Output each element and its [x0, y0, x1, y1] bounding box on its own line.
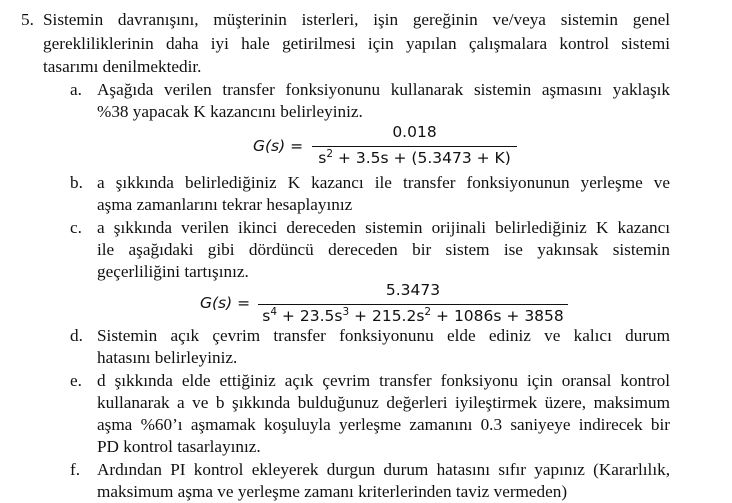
item-e-letter: e. [70, 371, 82, 390]
item-f-letter: f. [70, 460, 81, 479]
item-c-line-3: geçerliliğini tartışınız. [97, 262, 249, 281]
item-c-letter: c. [70, 218, 82, 237]
equation-a-denominator: $s^2 + 3.5s + (5.3473 + K)$ [318, 148, 511, 167]
item-c-line-2: ile aşağıdaki gibi dördüncü dereceden bir sistem ise yakınsak sistemin [97, 240, 670, 259]
item-d-letter: d. [70, 326, 83, 345]
equation-c-fraction [258, 280, 568, 328]
item-b-line-1: a şıkkında belirlediğiniz K kazancı ile transfer fonksiyonunun yerleşme ve [97, 173, 670, 192]
item-a-line-2: %38 yapacak K kazancını belirleyiniz. [97, 102, 363, 121]
item-b-line-2: aşma zamanlarını tekrar hesaplayınız [97, 195, 353, 214]
equation-a-lhs: G(s) = [253, 137, 304, 155]
equation-c-numerator: 5.3473 [385, 281, 441, 299]
equation-a-fraction [312, 122, 517, 170]
item-d-line-2: hatasını belirleyiniz. [97, 348, 238, 367]
item-e-line-1: d şıkkında elde ettiğiniz açık çevrim transfer fonksiyonu için oransal kontrol [97, 371, 670, 390]
intro-line-3: tasarımı denilmektedir. [43, 57, 202, 76]
item-a-letter: a. [70, 80, 82, 99]
equation-c-denominator: $s^4 + 23.5s^3 + 215.2s^2 + 1086s + 3858$ [262, 306, 564, 325]
intro-line-2: gerekliliklerinin daha iyi hale getirilmesi için yapılan çalışmalara kontrol sistemi [43, 34, 670, 53]
item-f-line-2: maksimum aşma ve yerleşme zamanı kriterlerinden taviz vermeden) [97, 482, 568, 501]
item-e-line-4: PD kontrol tasarlayınız. [97, 437, 261, 456]
question-number: 5. [21, 10, 34, 29]
equation-c-lhs: G(s) = [200, 294, 251, 312]
item-e-line-2: kullanarak a ve b şıkkında bulduğunuz değerleri iyileştirmek üzere, maksimum [97, 393, 670, 412]
item-a-line-1: Aşağıda verilen transfer fonksiyonunu kullanarak sistemin aşmasını yaklaşık [97, 80, 670, 99]
item-e-line-3: aşma %60’ı aşmamak koşuluyla yerleşme zamanını 0.3 saniyeye indirecek bir [97, 415, 670, 434]
item-b-letter: b. [70, 173, 83, 192]
equation-a-numerator: 0.018 [392, 123, 437, 141]
item-c-line-1: a şıkkında verilen ikinci dereceden sistemin orijinali belirlediğiniz K kazancı [97, 218, 670, 237]
intro-line-1: Sistemin davranışını, müşterinin isterleri, işin gereğinin ve/veya sistemin genel [43, 10, 670, 29]
item-f-line-1: Ardından PI kontrol ekleyerek durgun durum hatasını sıfır yapınız (Kararlılık, [97, 460, 670, 479]
item-d-line-1: Sistemin açık çevrim transfer fonksiyonunu elde ediniz ve kalıcı durum [97, 326, 670, 345]
